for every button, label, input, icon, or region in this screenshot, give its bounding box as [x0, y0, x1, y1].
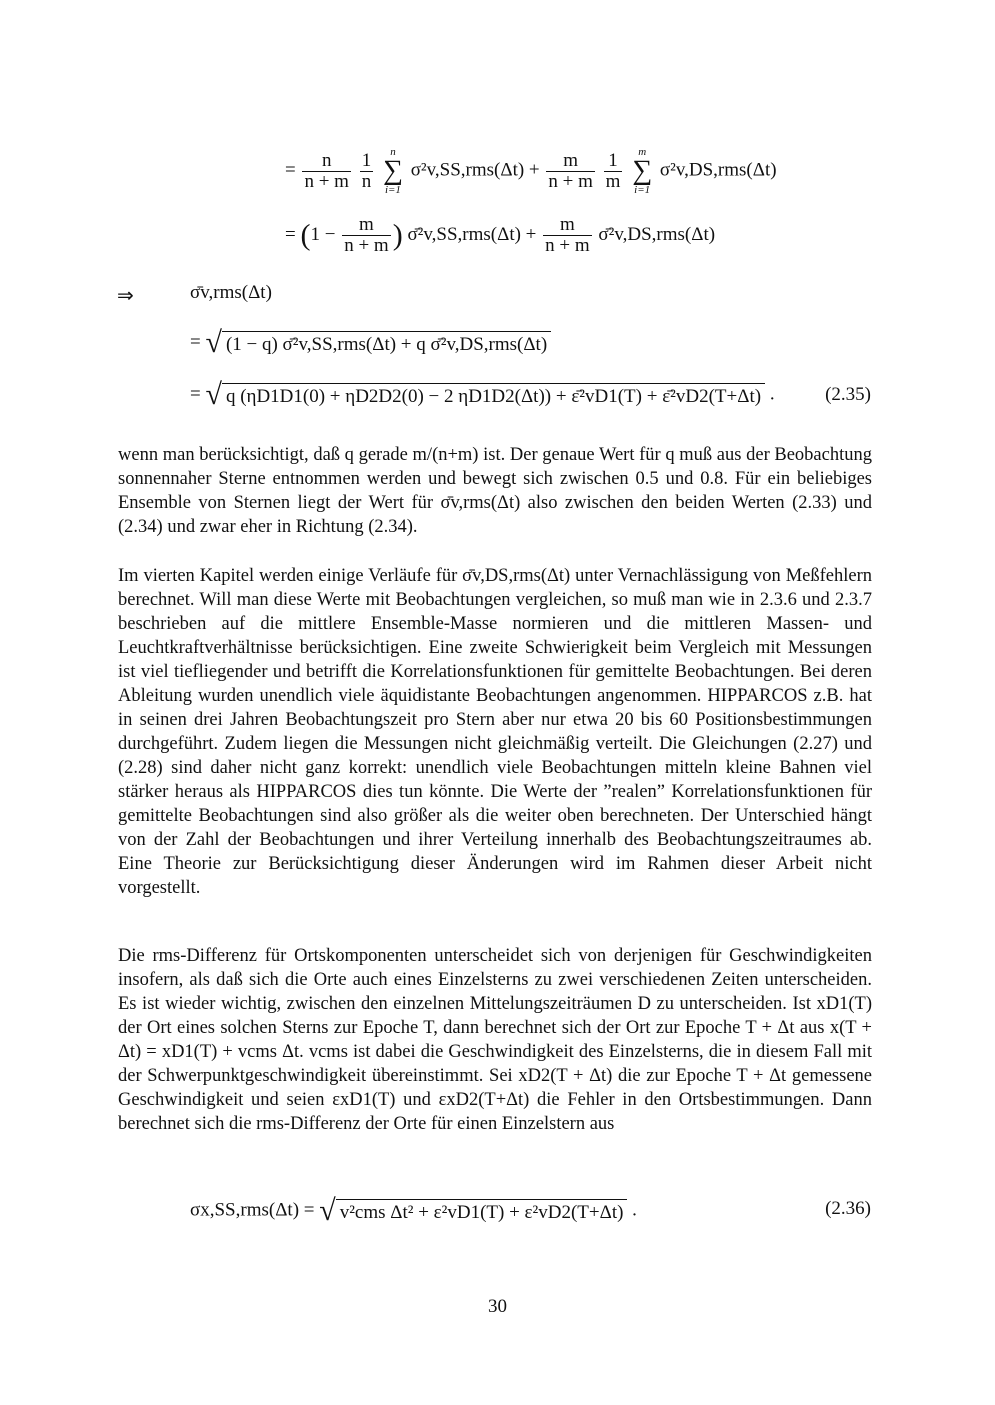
fraction: $\frac{1}{m}$ [605, 149, 621, 192]
period: . [632, 1199, 637, 1221]
paragraph-2: Im vierten Kapitel werden einige Verläufe für σ̄v,DS,rms(Δt) unter Vernachlässigung von Meßfehlern berechnet. Will man diese Werte mit Beobachtungen vergleichen, so muß man wie in 2.3.6 und 2.3.7 beschrieben auf die mittlere Ensemble-Masse normieren und die mittleren Massen- und Leuchtkraftverhältnisse berücksichtigen. Eine zweite Schwierigkeit beim Vergleich mit Messungen ist viel tiefliegender und betrifft die Korrelationsfunktionen für gemittelte Beobachtungen. Bei deren Ableitung wurden unendlich viele äquidistante Beobachtungen angenommen. HIPPARCOS z.B. hat in seinen drei Jahren Beobachtungszeit pro Stern aber nur etwa 20 bis 60 Positionsbestimmungen durchgeführt. Zudem liegen die Messungen nicht gleichmäßig verteilt. Die Gleichungen (2.27) und (2.28) sind daher nicht ganz korrekt: unendlich viele Beobachtungen mitteln kleine Bahnen viel stärker heraus als HIPPARCOS dies tun könnte. Die Werte der ”realen” Korrelationsfunktionen für gemittelte Beobachtungen sind also größer als die weiter oben berechneten. Der Unterschied hängt von der Zahl der Beobachtungen und ihrer Verteilung innerhalb des Beobachtungszeitraumes ab. Eine Theorie zur Berücksichtigung dieser Änderungen wird im Rahmen dieser Arbeit nicht vorgestellt. [118, 566, 872, 898]
equation-term: 1 − [310, 223, 336, 245]
square-root: √ q (ηD1D1(0) + ηD2D2(0) − 2 ηD1D2(Δt)) + ε̄²vD1(T) + ε̄²vD2(T+Δt) [205, 378, 765, 412]
fraction: $\frac{m}{n + m}$ [545, 214, 590, 256]
equation-line-1 [285, 146, 777, 196]
equation-term: σx,SS,rms(Δt) = [190, 1199, 315, 1221]
equation-line-4 [190, 326, 551, 360]
fraction: $\frac{1}{n}$ [361, 149, 372, 192]
equation-term: σ²v,DS,rms(Δt) [659, 159, 777, 181]
period: . [769, 383, 775, 405]
square-root: √ (1 − q) σ̄²v,SS,rms(Δt) + q σ̄²v,DS,rms(Δt) [205, 326, 551, 360]
sum-operator: m ∑ i=1 [632, 146, 653, 196]
paragraph-3: Die rms-Differenz für Ortskomponenten unterscheidet sich von derjenigen für Geschwindigkeiten insofern, als daß sich die Orte auch eines Einzelsterns zu zwei verschiedenen Zeiten unterscheiden. Es ist wieder wichtig, zwischen den einzelnen Mittelungszeiträumen D zu unterscheiden. Ist xD1(T) der Ort eines solchen Sterns zur Epoche T, dann berechnet sich der Ort zur Epoche T + Δt aus x(T + Δt) = xD1(T) + vcms Δt. vcms ist dabei die Geschwindigkeit des Einzelsterns, die in diesem Fall mit der Schwerpunktgeschwindigkeit übereinstimmt. Sei xD2(T + Δt) die zur Epoche T + Δt gemessene Geschwindigkeit und seien εxD1(T) und εxD2(T+Δt) die Fehler in den Ortsbestimmungen. Dann berechnet sich die rms-Differenz der Orte für einen Einzelstern aus [118, 946, 872, 1134]
equation-term: σ̄²v,SS,rms(Δt) + [407, 223, 537, 245]
equals-sign: = [190, 331, 201, 353]
equation-line-3 [190, 282, 272, 304]
fraction: $\frac{m}{n + m}$ [548, 149, 593, 192]
equation-term: σ̄v,rms(Δt) [190, 282, 272, 303]
fraction: $\frac{m}{n + m}$ [344, 214, 389, 256]
page-number: 30 [488, 1296, 507, 1317]
equation-number: (2.36) [825, 1198, 871, 1219]
paragraph-1: wenn man berücksichtigt, daß q gerade m/(n+m) ist. Der genaue Wert für q muß aus der Beobachtung sonnennaher Sterne entnommen werden und bewegt sich zwischen 0.5 und 0.8. Für ein beliebiges Ensemble von Sternen liegt der Wert für σ̄v,rms(Δt) also zwischen den beiden Werten (2.33) und (2.34) und zwar eher in Richtung (2.34). [118, 445, 872, 537]
equation-term: σ̄²v,DS,rms(Δt) [598, 223, 716, 245]
fraction: $\frac{n}{n + m}$ [304, 149, 349, 192]
equation-number: (2.35) [825, 384, 871, 405]
equals-sign: = [285, 223, 296, 245]
equals-sign: = [190, 383, 201, 405]
equation-line-5 [190, 378, 775, 412]
implies-arrow: ⇒ [117, 283, 134, 307]
equation-line-2: = (1 − $\frac{m}{n + m}$ ) σ̄²v,SS,rms(Δt) + $\frac{m}{n + m}$ σ̄²v,DS,rms(Δt) [285, 214, 716, 256]
sum-operator: n ∑ i=1 [382, 146, 403, 196]
equation-term: σ²v,SS,rms(Δt) + [410, 159, 540, 181]
square-root: √ v²cms Δt² + ε²vD1(T) + ε²vD2(T+Δt) [319, 1194, 627, 1228]
equation-line-6 [190, 1194, 637, 1228]
equals-sign: = [285, 159, 296, 181]
